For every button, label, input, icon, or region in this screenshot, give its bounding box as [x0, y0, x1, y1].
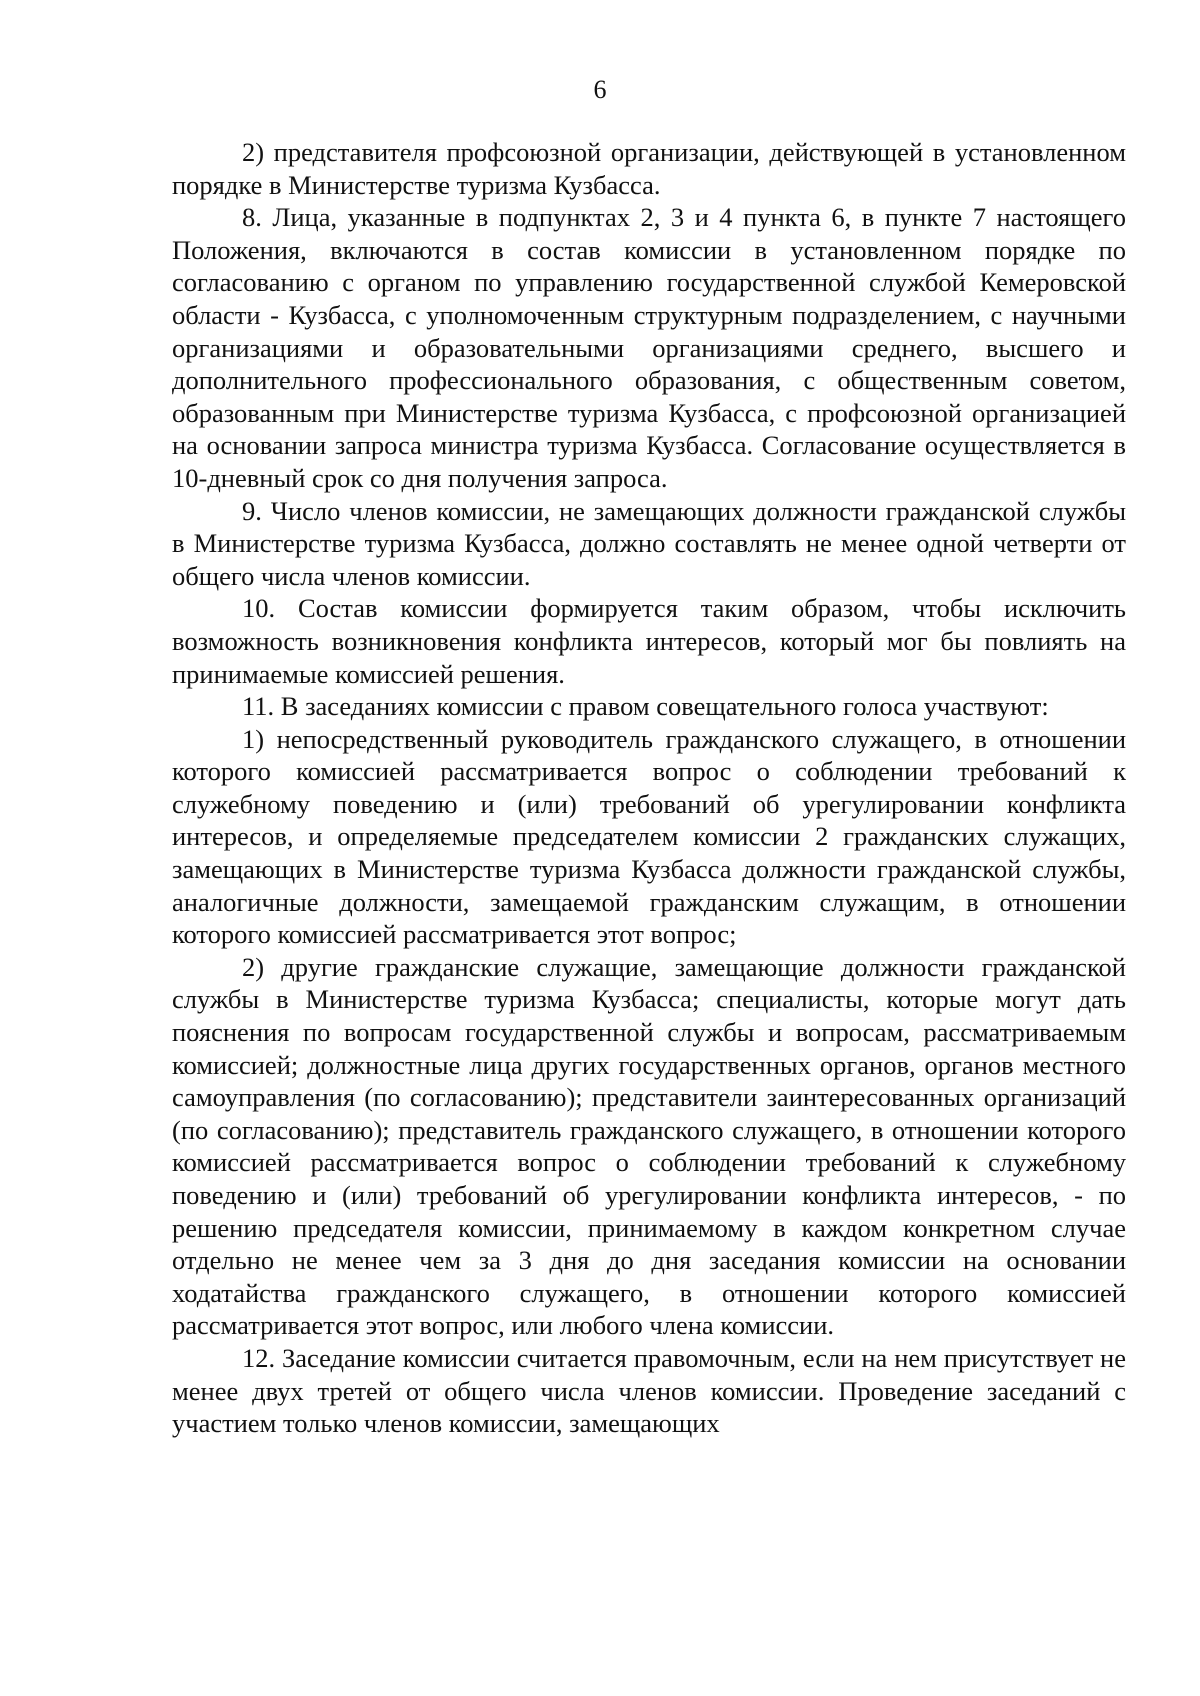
paragraph-11-item-1: 1) непосредственный руководитель гражданского служащего, в отношении которого комиссией рассматривается вопрос о соблюдении требований к служебному поведению и (или) требований об урегулировании конфликта интересов, и определяемые председателем комиссии 2 гражданских служащих, замещающих в Министерстве туризма Кузбасса должности гражданской службы, аналогичные должности, замещаемой гражданским служащим, в отношении которого комиссией рассматривается этот вопрос;: [172, 723, 1126, 950]
paragraph-9: 9. Число членов комиссии, не замещающих должности гражданской службы в Министерстве туризма Кузбасса, должно составлять не менее одной четверти от общего числа членов комиссии.: [172, 495, 1126, 591]
document-body: [172, 136, 1126, 1440]
paragraph-8: 8. Лица, указанные в подпунктах 2, 3 и 4 пункта 6, в пункте 7 настоящего Положения, включаются в состав комиссии в установленном порядке по согласованию с органом по управлению государственной службой Кемеровской области - Кузбасса, с уполномоченным структурным подразделением, с научными организациями и образовательными организациями среднего, высшего и дополнительного профессионального образования, с общественным советом, образованным при Министерстве туризма Кузбасса, с профсоюзной организацией на основании запроса министра туризма Кузбасса. Согласование осуществляется в 10-дневный срок со дня получения запроса.: [172, 202, 1126, 493]
paragraph-11-item-2: 2) другие гражданские служащие, замещающие должности гражданской службы в Министерстве туризма Кузбасса; специалисты, которые могут дать пояснения по вопросам государственной службы и вопросам, рассматриваемым комиссией; должностные лица других государственных органов, органов местного самоуправления (по согласованию); представители заинтересованных организаций (по согласованию); представитель гражданского служащего, в отношении которого комиссией рассматривается вопрос о соблюдении требований к служебному поведению и (или) требований об урегулировании конфликта интересов, - по решению председателя комиссии, принимаемому в каждом конкретном случае отдельно не менее чем за 3 дня до дня заседания комиссии на основании ходатайства гражданского служащего, в отношении которого комиссией рассматривается этот вопрос, или любого члена комиссии.: [172, 951, 1126, 1341]
paragraph-12: 12. Заседание комиссии считается правомочным, если на нем присутствует не менее двух третей от общего числа членов комиссии. Проведение заседаний с участием только членов комиссии, замещающих: [172, 1342, 1126, 1439]
paragraph-11: 11. В заседаниях комиссии с правом совещательного голоса участвуют:: [242, 691, 1049, 722]
paragraph-item-2-profsoyuz: 2) представителя профсоюзной организации, действующей в установленном порядке в Министерстве туризма Кузбасса.: [172, 137, 1126, 200]
paragraph-10: 10. Состав комиссии формируется таким образом, чтобы исключить возможность возникновения конфликта интересов, который мог бы повлиять на принимаемые комиссией решения.: [172, 593, 1126, 689]
page-number: 6: [593, 75, 607, 104]
